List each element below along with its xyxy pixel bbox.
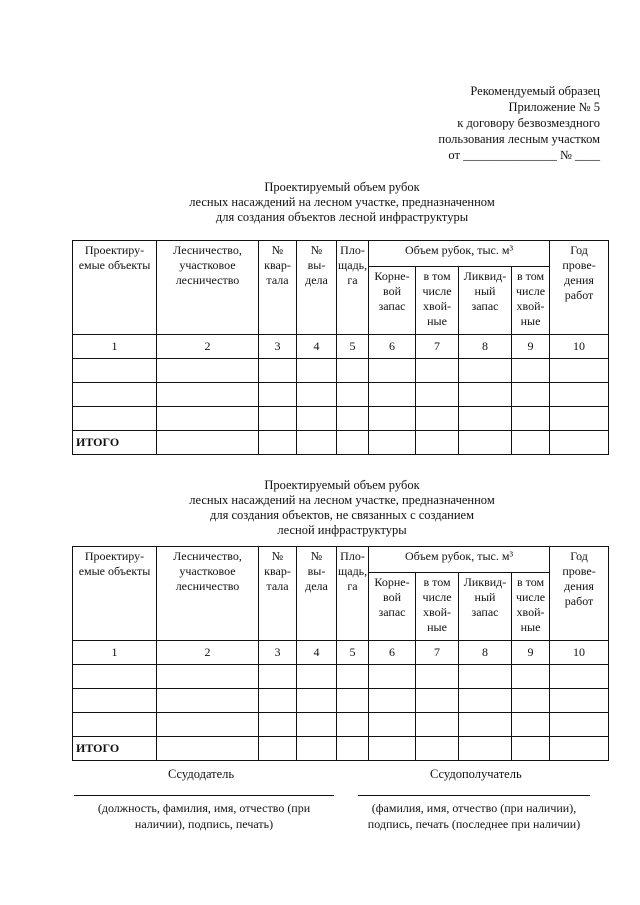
- header-volume: Объем рубок, тыс. м³: [369, 241, 550, 267]
- header-area: Пло- щадь, га: [337, 241, 369, 335]
- header-year: Год прове- дения работ: [550, 547, 609, 641]
- header-root-stock: Корне- вой запас: [369, 267, 416, 335]
- header-section: № вы- дела: [297, 241, 337, 335]
- table2: [72, 546, 609, 761]
- column-number: 3: [259, 641, 297, 665]
- table-row: [73, 689, 609, 713]
- header-quarter: № квар- тала: [259, 547, 297, 641]
- appendix-line: Рекомендуемый образец: [470, 84, 600, 98]
- column-number: 6: [369, 335, 416, 359]
- title-line: Проектируемый объем рубок: [264, 478, 420, 492]
- column-number: 5: [337, 335, 369, 359]
- appendix-line: от _______________ № ____: [448, 148, 600, 162]
- caption-line: (должность, фамилия, имя, отчество (при: [97, 801, 311, 815]
- header-objects: Проектиру- емые объекты: [73, 241, 157, 335]
- title-line: для создания объектов, не связанных с созданием: [209, 508, 475, 522]
- caption-line: (фамилия, имя, отчество (при наличии),: [371, 801, 577, 815]
- column-number: 8: [459, 335, 512, 359]
- column-number: 10: [550, 335, 609, 359]
- header-coniferous: в том числе хвой- ные: [512, 573, 550, 641]
- column-number: 4: [297, 335, 337, 359]
- appendix-line: пользования лесным участком: [438, 132, 600, 146]
- table1: [72, 240, 609, 455]
- header-section: № вы- дела: [297, 547, 337, 641]
- column-number: 4: [297, 641, 337, 665]
- total-row: [73, 431, 609, 455]
- lender-caption: [74, 800, 334, 832]
- header-volume: Объем рубок, тыс. м³: [369, 547, 550, 573]
- header-area: Пло- щадь, га: [337, 547, 369, 641]
- header-forestry: Лесничество, участковое лесничество: [157, 547, 259, 641]
- caption-line: наличии), подпись, печать): [134, 817, 274, 831]
- table-row: [73, 383, 609, 407]
- appendix-line: к договору безвозмездного: [457, 116, 600, 130]
- column-number: 2: [157, 335, 259, 359]
- header-liquid-stock: Ликвид- ный запас: [459, 573, 512, 641]
- column-number: 3: [259, 335, 297, 359]
- borrower-signature-line: [358, 795, 590, 796]
- column-number: 6: [369, 641, 416, 665]
- column-number: 10: [550, 641, 609, 665]
- total-label: ИТОГО: [73, 737, 157, 761]
- column-number-row: [73, 641, 609, 665]
- header-year: Год прове- дения работ: [550, 241, 609, 335]
- column-number-row: [73, 335, 609, 359]
- column-number: 5: [337, 641, 369, 665]
- header-objects: Проектиру- емые объекты: [73, 547, 157, 641]
- title-line: Проектируемый объем рубок: [264, 180, 420, 194]
- appendix-header: [438, 83, 600, 163]
- table-row: [73, 359, 609, 383]
- table-row: [73, 665, 609, 689]
- table-row: [73, 713, 609, 737]
- column-number: 8: [459, 641, 512, 665]
- caption-line: подпись, печать (последнее при наличии): [367, 817, 581, 831]
- header-forestry: Лесничество, участковое лесничество: [157, 241, 259, 335]
- column-number: 9: [512, 641, 550, 665]
- lender-signature-line: [74, 795, 334, 796]
- column-number: 2: [157, 641, 259, 665]
- column-number: 1: [73, 335, 157, 359]
- table1-title: [72, 180, 612, 225]
- borrower-label: Ссудополучатель: [430, 767, 522, 781]
- header-liquid-stock: Ликвид- ный запас: [459, 267, 512, 335]
- appendix-line: Приложение № 5: [508, 100, 600, 114]
- title-line: лесной инфраструктуры: [277, 523, 407, 537]
- header-root-stock: Корне- вой запас: [369, 573, 416, 641]
- total-label: ИТОГО: [73, 431, 157, 455]
- table2-title: [72, 478, 612, 538]
- borrower-caption: [354, 800, 594, 832]
- title-line: лесных насаждений на лесном участке, предназначенном: [189, 493, 495, 507]
- title-line: лесных насаждений на лесном участке, предназначенном: [189, 195, 495, 209]
- title-line: для создания объектов лесной инфраструктуры: [215, 210, 469, 224]
- table-row: [73, 407, 609, 431]
- header-quarter: № квар- тала: [259, 241, 297, 335]
- column-number: 7: [416, 335, 459, 359]
- header-coniferous: в том числе хвой- ные: [416, 267, 459, 335]
- column-number: 1: [73, 641, 157, 665]
- header-coniferous: в том числе хвой- ные: [416, 573, 459, 641]
- column-number: 9: [512, 335, 550, 359]
- lender-label: Ссудодатель: [168, 767, 235, 781]
- header-coniferous: в том числе хвой- ные: [512, 267, 550, 335]
- total-row: [73, 737, 609, 761]
- column-number: 7: [416, 641, 459, 665]
